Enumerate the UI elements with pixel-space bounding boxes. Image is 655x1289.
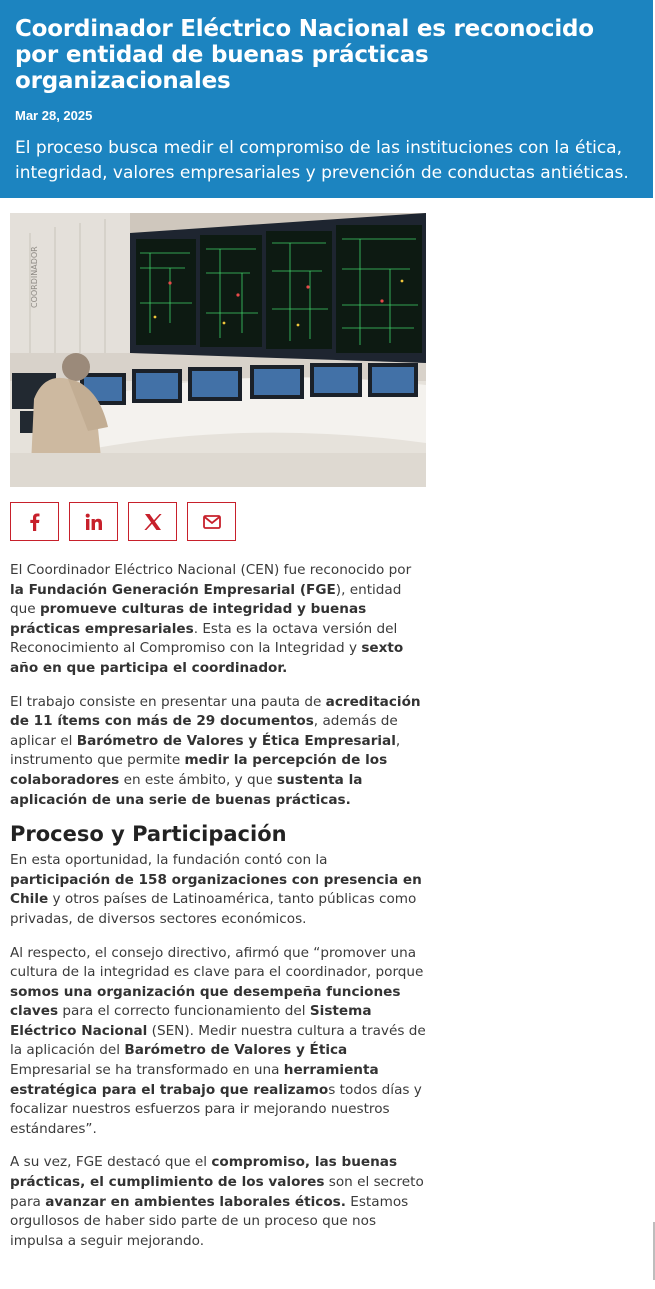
article-lead: El proceso busca medir el compromiso de las instituciones con la ética, integridad, valores empresariales y prevención de conductas antiéticas. xyxy=(15,138,629,183)
share-bar xyxy=(10,502,236,541)
article-body xyxy=(10,561,426,1265)
x-icon xyxy=(143,512,163,532)
share-facebook-button[interactable] xyxy=(10,502,59,541)
paragraph-participation: En esta oportunidad, la fundación contó con la participación de 158 organizaciones con presencia en Chile y otros países de Latinoamérica, tanto públicas como privadas, de diversos sectores económicos. xyxy=(10,852,422,927)
share-x-button[interactable] xyxy=(128,502,177,541)
linkedin-icon xyxy=(84,512,104,532)
publish-date: Mar 28, 2025 xyxy=(15,108,93,123)
article-header xyxy=(0,0,653,198)
control-room-photo xyxy=(10,213,426,487)
article-title: Coordinador Eléctrico Nacional es reconocido por entidad de buenas prácticas organizacionales xyxy=(15,16,594,94)
share-linkedin-button[interactable] xyxy=(69,502,118,541)
share-email-button[interactable] xyxy=(187,502,236,541)
paragraph-board-quote: Al respecto, el consejo directivo, afirmó que “promover una cultura de la integridad es clave para el coordinador, porque somos una organización que desempeña funciones claves para el correcto funcionamiento del Sistema Eléctrico Nacional (SEN). Medir nuestra cultura a través de la aplicación del Barómetro de Valores y Ética Empresarial se ha transformado en una herramienta estratégica para el trabajo que realizamos todos días y focalizar nuestros esfuerzos para ir mejorando nuestros estándares”. xyxy=(10,944,426,1137)
paragraph-fge-statement: A su vez, FGE destacó que el compromiso, las buenas prácticas, el cumplimiento de los valores son el secreto para avanzar en ambientes laborales éticos. Estamos orgullosos de haber sido parte de un proceso que nos impulsa a seguir mejorando. xyxy=(10,1154,424,1249)
facebook-icon xyxy=(25,512,45,532)
email-icon xyxy=(202,512,222,532)
wall-logo: COORDINADOR xyxy=(30,246,39,308)
paragraph-recognition: El Coordinador Eléctrico Nacional (CEN) fue reconocido por la Fundación Generación Empresarial (FGE), entidad que promueve culturas de integridad y buenas prácticas empresariales. Esta es la octava versión del Reconocimiento al Compromiso con la Integridad y sexto año en que participa el coordinador. xyxy=(10,562,412,676)
section-heading: Proceso y Participación xyxy=(10,822,287,847)
paragraph-process: El trabajo consiste en presentar una pauta de acreditación de 11 ítems con más de 29 documentos, además de aplicar el Barómetro de Valores y Ética Empresarial, instrumento que permite medir la percepción de los colaboradores en este ámbito, y que sustenta la aplicación de una serie de buenas prácticas. xyxy=(10,693,421,808)
